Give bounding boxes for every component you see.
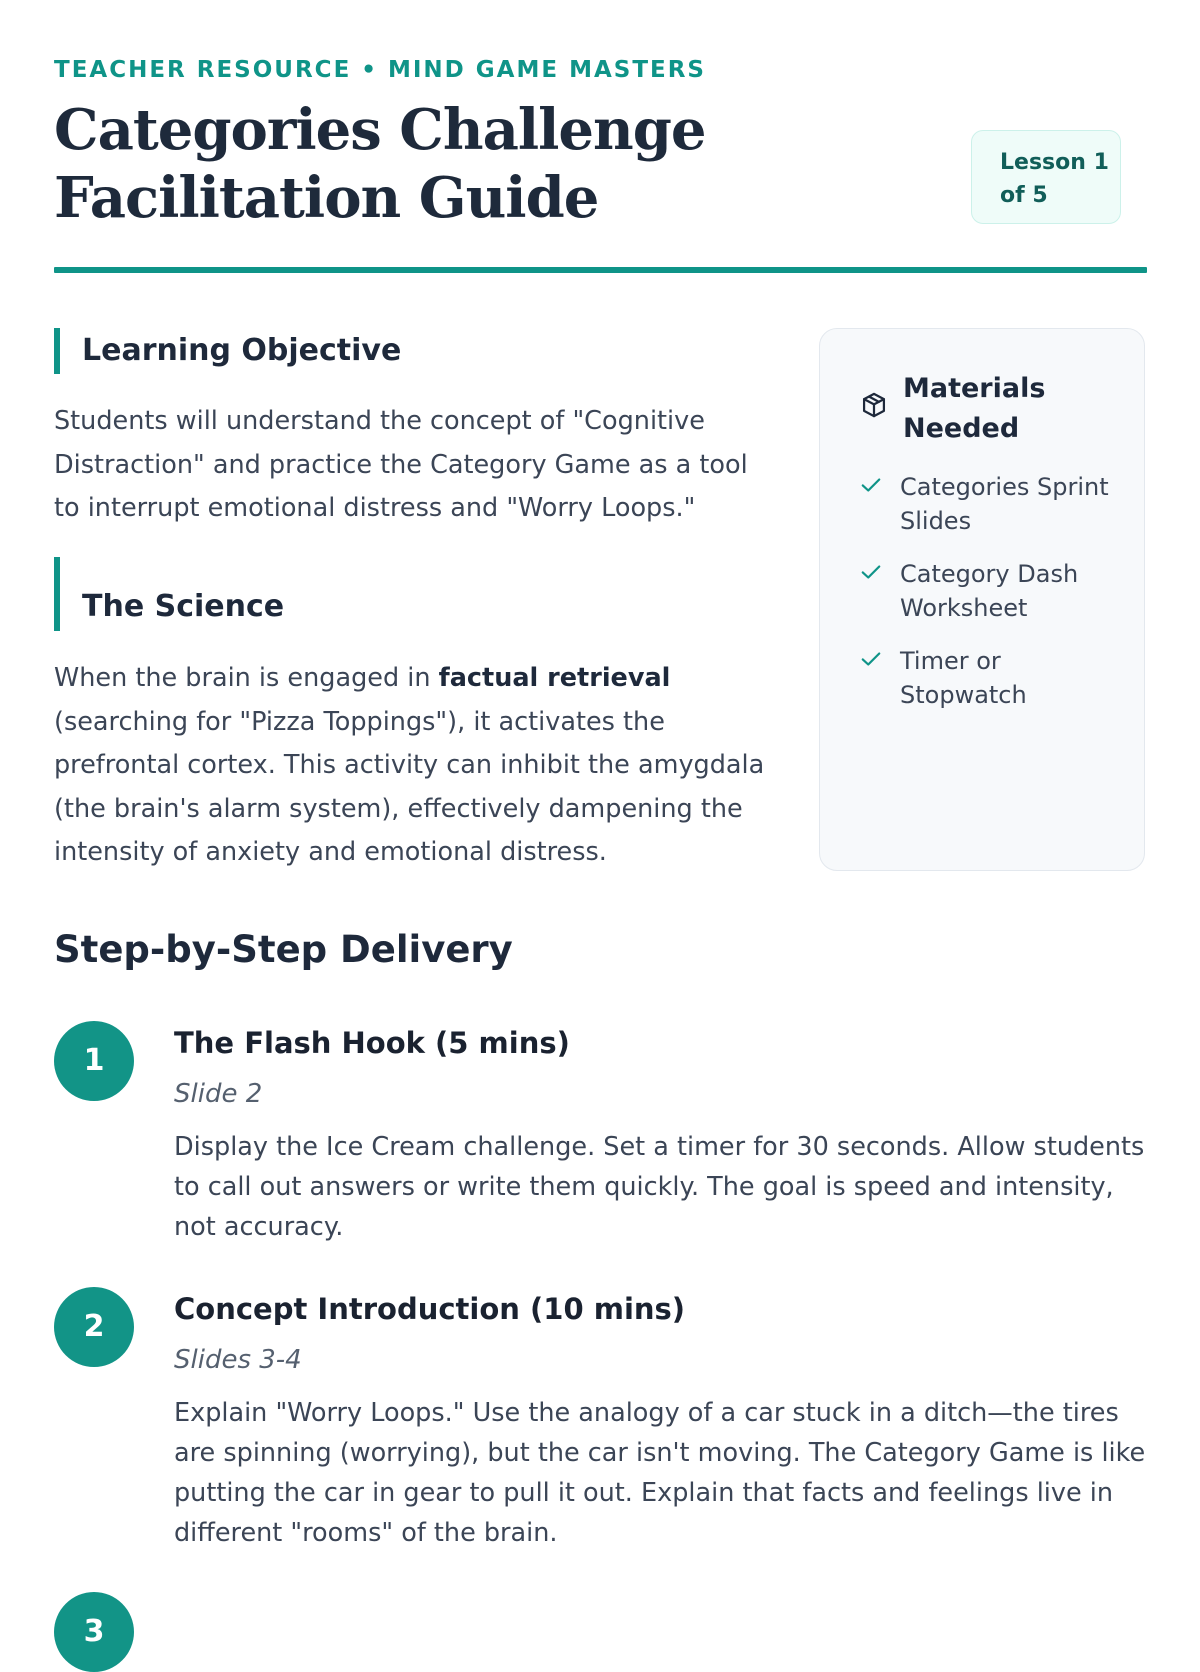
eyebrow-label: TEACHER RESOURCE • MIND GAME MASTERS bbox=[54, 57, 706, 83]
science-heading: The Science bbox=[54, 557, 284, 631]
step-number-badge: 2 bbox=[54, 1287, 134, 1367]
lesson-badge-line-1: Lesson 1 bbox=[1000, 150, 1109, 175]
step-slide-reference: Slides 3-4 bbox=[174, 1345, 302, 1375]
step-description: Display the Ice Cream challenge. Set a timer for 30 seconds. Allow students to call out answers or write them quickly. The goal is speed and intensity, not accuracy. bbox=[174, 1132, 1145, 1242]
check-icon bbox=[860, 474, 882, 496]
materials-item-label: Categories Sprint Slides bbox=[900, 473, 1109, 535]
step-title: The Flash Hook (5 mins) bbox=[174, 1026, 570, 1060]
step-title: Concept Introduction (10 mins) bbox=[174, 1292, 686, 1326]
step-slide-reference: Slide 2 bbox=[174, 1079, 263, 1109]
science-text bbox=[54, 657, 774, 875]
science-text-rest: (searching for "Pizza Toppings"), it activates the prefrontal cortex. This activity can inhibit the amygdala (the brain's alarm system), effectively dampening the intensity of anxiety and emotional distress. bbox=[54, 706, 765, 867]
check-icon bbox=[860, 648, 882, 670]
materials-title: Materials Needed bbox=[903, 373, 1046, 444]
step-number-badge: 3 bbox=[54, 1592, 134, 1672]
header-divider bbox=[54, 267, 1147, 273]
materials-card bbox=[819, 328, 1145, 871]
materials-item-label: Category Dash Worksheet bbox=[900, 560, 1079, 622]
package-icon bbox=[860, 391, 888, 419]
science-text-intro: When the brain is engaged in bbox=[54, 663, 439, 693]
learning-objective-text: Students will understand the concept of "Cognitive Distraction" and practice the Category Game as a tool to interrupt emotional distress and "Worry Loops." bbox=[54, 406, 748, 523]
page-title-line-2: Facilitation Guide bbox=[54, 165, 599, 231]
facilitation-guide-page bbox=[54, 0, 1147, 1649]
step-description: Explain "Worry Loops." Use the analogy of a car stuck in a ditch—the tires are spinning (worrying), but the car isn't moving. The Category Game is like putting the car in gear to pull it out. Explain that facts and feelings live in different "rooms" of the brain. bbox=[174, 1398, 1146, 1548]
learning-objective-heading: Learning Objective bbox=[54, 328, 401, 374]
page-title bbox=[54, 96, 854, 232]
lesson-badge bbox=[971, 130, 1121, 224]
lesson-badge-line-2: of 5 bbox=[1000, 183, 1048, 208]
step-number-badge: 1 bbox=[54, 1021, 134, 1101]
delivery-heading: Step-by-Step Delivery bbox=[54, 928, 513, 971]
materials-item-label: Timer or Stopwatch bbox=[900, 647, 1027, 709]
check-icon bbox=[860, 561, 882, 583]
page-title-line-1: Categories Challenge bbox=[54, 97, 706, 163]
science-text-emphasis: factual retrieval bbox=[438, 663, 671, 693]
